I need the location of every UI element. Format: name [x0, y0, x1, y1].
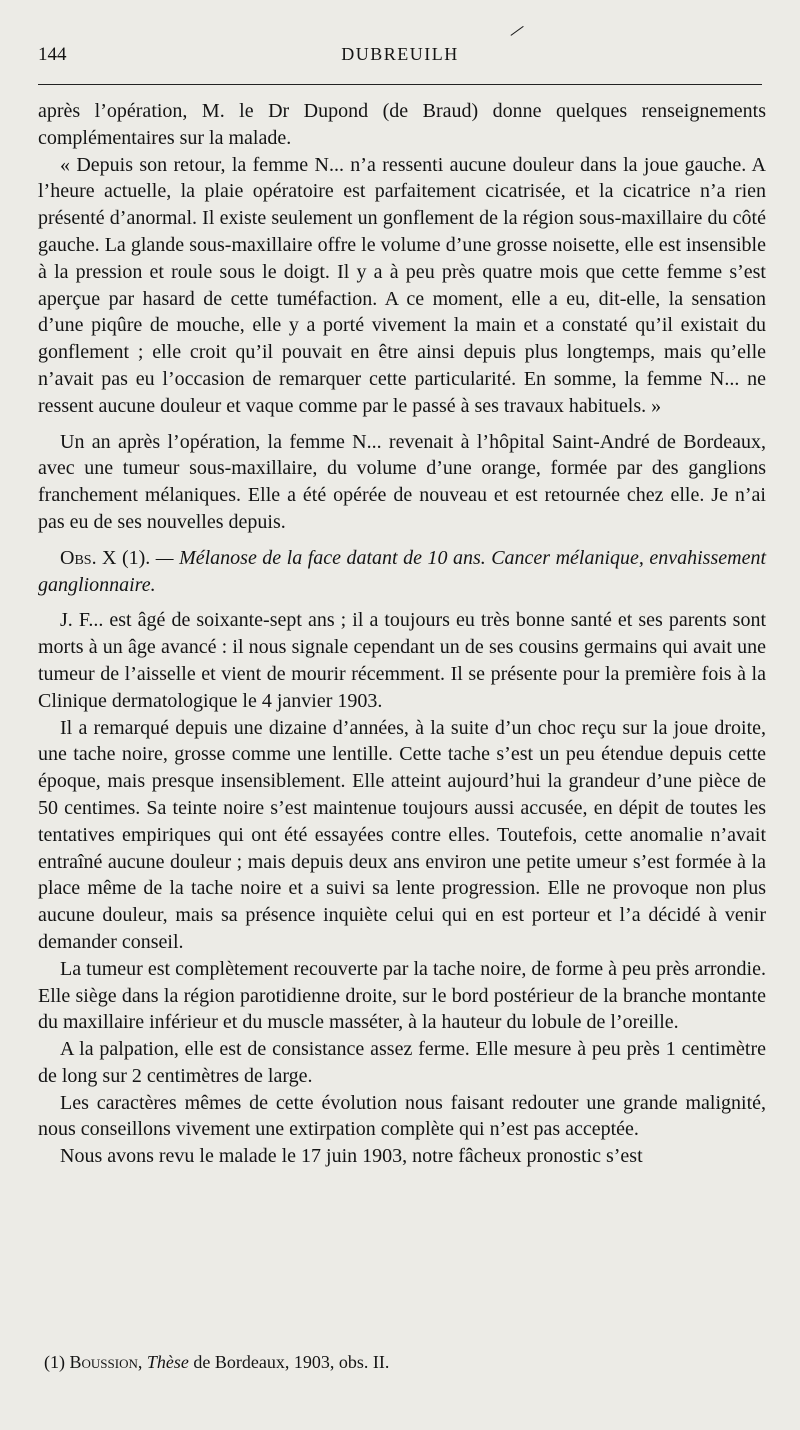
footnote-marker: (1) [44, 1352, 70, 1372]
pen-mark: / [507, 18, 528, 43]
footnote-separator: , [137, 1352, 147, 1372]
footnote [44, 1352, 389, 1373]
footnote-title: Thèse [146, 1352, 189, 1372]
header-rule [38, 84, 762, 85]
running-head: DUBREUILH [341, 44, 459, 64]
body-text [38, 98, 766, 1170]
observation-label: Obs. X (1). [60, 546, 151, 569]
footnote-author: Boussion [69, 1352, 138, 1372]
page-header [38, 18, 762, 74]
paragraph: J. F... est âgé de soixante-sept ans ; il a toujours eu très bonne santé et ses parents sont morts à un âge avancé : il nous signale cependant un de ses cousins germains qui avait une tumeur de l’aisselle et vient de mourir récemment. Il se présente pour la première fois à la Clinique dermatologique le 4 janvier 1903. [38, 609, 766, 712]
observation-heading [38, 545, 766, 599]
footnote-rest: de Bordeaux, 1903, obs. II. [188, 1352, 390, 1372]
paragraph: Un an après l’opération, la femme N... revenait à l’hôpital Saint-André de Bordeaux, avec une tumeur sous-maxillaire, du volume d’une orange, formée par des ganglions franchement mélaniques. Elle a été opérée de nouveau et est retournée chez elle. Je n’ai pas eu de ses nouvelles depuis. [38, 430, 766, 533]
paragraph: Les caractères mêmes de cette évolution nous faisant redouter une grande malignité, nous conseillons vivement une extirpation complète qui n’est pas acceptée. [38, 1091, 766, 1141]
paragraph: A la palpation, elle est de consistance assez ferme. Elle mesure à peu près 1 centimètre de long sur 2 centimètres de large. [38, 1038, 766, 1087]
paragraph: après l’opération, M. le Dr Dupond (de Braud) donne quelques renseignements complémentaires sur la malade. [38, 100, 766, 149]
paragraph: Nous avons revu le malade le 17 juin 1903, notre fâcheux pronostic s’est [60, 1145, 643, 1168]
observation-title: — Mélanose de la face datant de 10 ans. Cancer mélanique, envahissement ganglionnaire. [38, 546, 766, 596]
quoted-paragraph: « Depuis son retour, la femme N... n’a ressenti aucune douleur dans la joue gauche. A l’heure actuelle, la plaie opératoire est parfaitement cicatrisée, et la cicatrice n’a rien présenté d’anormal. Il existe seulement un gonflement de la région sous-maxillaire du côté gauche. La glande sous-maxillaire offre le volume d’une grosse noisette, elle est insensible à la pression et roule sous le doigt. Il y a à peu près quatre mois que cette femme s’est aperçue par hasard de cette tuméfaction. A ce moment, elle a eu, dit-elle, la sensation d’une piqûre de mouche, elle y a porté vivement la main et a constaté qu’il existait du gonflement ; elle croit qu’il pouvait en être ainsi depuis plus longtemps, mais qu’elle n’avait pas eu l’occasion de remarquer cette particularité. En somme, la femme N... ne ressent aucune douleur et vaque comme par le passé à ses travaux habituels. » [38, 153, 766, 417]
page-number: 144 [38, 44, 67, 65]
paragraph: Il a remarqué depuis une dizaine d’années, à la suite d’un choc reçu sur la joue droite, une tache noire, grosse comme une lentille. Cette tache s’est un peu étendue depuis cette époque, mais presque insensiblement. Elle atteint aujourd’hui la grandeur d’une pièce de 50 centimes. Sa teinte noire s’est maintenue toujours aussi accusée, en dépit de toutes les tentatives empiriques qui ont été essayées contre elles. Toutefois, cette anomalie n’avait entraîné aucune douleur ; mais depuis deux ans environ une petite umeur s’est formée à la place même de la tache noire et a suivi sa lente progression. Elle ne provoque non plus aucune douleur, mais sa présence inquiète celui qui en est porteur et l’a décidé à venir demander conseil. [38, 716, 766, 953]
paragraph: La tumeur est complètement recouverte par la tache noire, de forme à peu près arrondie. Elle siège dans la région parotidienne droite, sur le bord postérieur de la branche montante du maxillaire inférieur et du muscle masséter, à la hauteur du lobule de l’oreille. [38, 957, 766, 1034]
